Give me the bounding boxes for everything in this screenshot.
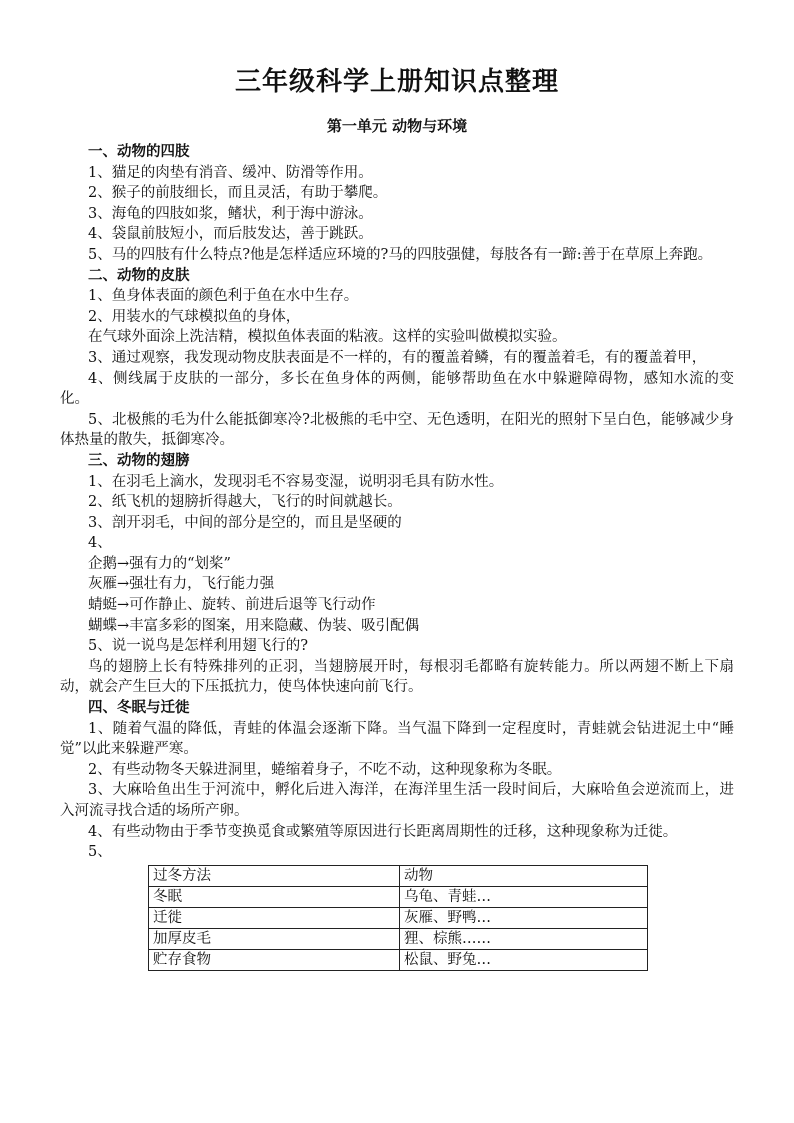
section-wings: [60, 451, 734, 698]
section-limbs: [60, 142, 734, 266]
table-row: [149, 886, 648, 907]
table-cell: 冬眠: [149, 886, 400, 907]
paragraph: 4、侧线属于皮肤的一部分，多长在鱼身体的两侧，能够帮助鱼在水中躲避障碍物，感知水流的变化。: [60, 370, 734, 408]
paragraph: 3、海龟的四肢如浆，鳍状，利于海中游泳。: [88, 205, 373, 222]
paragraph: 3、大麻哈鱼出生于河流中，孵化后进入海洋，在海洋里生活一段时间后，大麻哈鱼会逆流而上，进入河流寻找合适的场所产卵。: [60, 782, 734, 819]
paragraph: 1、鱼身体表面的颜色利于鱼在水中生存。: [88, 288, 359, 305]
table-cell: 灰雁、野鸭…: [400, 907, 648, 928]
paragraph: 企鹅→强有力的“划桨”: [88, 555, 231, 572]
section-heading: 四、冬眠与迁徙: [88, 700, 190, 717]
paragraph: 2、用装水的气球模拟鱼的身体，: [88, 308, 301, 325]
table-row: [149, 928, 648, 949]
section-heading: 三、动物的翅膀: [88, 452, 190, 469]
document-title: 三年级科学上册知识点整理: [234, 67, 559, 97]
section-skin: [60, 266, 734, 451]
paragraph: 3、通过观察，我发现动物皮肤表面是不一样的，有的覆盖着鳞，有的覆盖着毛，有的覆盖着甲，: [88, 349, 707, 366]
table-cell: 加厚皮毛: [149, 928, 400, 949]
overwinter-table: [148, 865, 648, 971]
paragraph: 2、有些动物冬天躲进洞里，蜷缩着身子，不吃不动，这种现象称为冬眠。: [88, 761, 562, 778]
section-heading: 二、动物的皮肤: [88, 267, 190, 284]
paragraph: 灰雁→强壮有力，飞行能力强: [88, 576, 275, 593]
table-row: [149, 949, 648, 970]
table-row: [149, 907, 648, 928]
section-heading: 一、动物的四肢: [88, 144, 190, 160]
paragraph: 4、袋鼠前肢短小，而后肢发达，善于跳跃。: [88, 226, 373, 243]
paragraph: 5、说一说鸟是怎样利用翅飞行的?: [88, 638, 308, 655]
paragraph: 2、猴子的前肢细长，而且灵活，有助于攀爬。: [88, 185, 388, 202]
document-page: [60, 64, 734, 971]
paragraph: 在气球外面涂上洗洁精，模拟鱼体表面的粘液。这样的实验叫做模拟实验。: [88, 329, 567, 346]
paragraph: 5、马的四肢有什么特点?他是怎样适应环境的?马的四肢强健，每肢各有一蹄:善于在草原上奔跑。: [88, 246, 713, 263]
paragraph: 1、随着气温的降低，青蛙的体温会逐渐下降。当气温下降到一定程度时，青蛙就会钻进泥土中“睡觉”以此来躲避严寒。: [60, 720, 734, 758]
paragraph: 1、在羽毛上滴水，发现羽毛不容易变湿，说明羽毛具有防水性。: [88, 473, 504, 490]
table-cell: 松鼠、野兔…: [400, 949, 648, 970]
paragraph: 3、剖开羽毛，中间的部分是空的，而且是坚硬的: [88, 514, 402, 531]
paragraph: 5、: [88, 844, 112, 861]
paragraph: 1、猫足的肉垫有消音、缓冲、防滑等作用。: [88, 164, 373, 181]
paragraph: 蝴蝶→丰富多彩的图案，用来隐藏、伪装、吸引配偶: [88, 617, 420, 634]
paragraph: 蜻蜓→可作静止、旋转、前进后退等飞行动作: [88, 597, 376, 614]
unit-heading: 第一单元 动物与环境: [326, 117, 468, 135]
table-header-cell: 过冬方法: [149, 865, 400, 886]
paragraph: 4、: [88, 535, 112, 552]
section-hibernation: [60, 698, 734, 863]
table-cell: 乌龟、青蛙…: [400, 886, 648, 907]
table-cell: 狸、棕熊……: [400, 928, 648, 949]
table-header-row: [149, 865, 648, 886]
table-cell: 贮存食物: [149, 949, 400, 970]
paragraph: 4、有些动物由于季节变换觅食或繁殖等原因进行长距离周期性的迁移，这种现象称为迁徙。: [88, 823, 678, 840]
table-cell: 迁徙: [149, 907, 400, 928]
paragraph: 2、纸飞机的翅膀折得越大，飞行的时间就越长。: [88, 494, 402, 511]
paragraph: 鸟的翅膀上长有特殊排列的正羽，当翅膀展开时，每根羽毛都略有旋转能力。所以两翅不断上下扇动，就会产生巨大的下压抵抗力，使鸟体快速向前飞行。: [60, 658, 734, 696]
paragraph: 5、北极熊的毛为什么能抵御寒冷?北极熊的毛中空、无色透明，在阳光的照射下呈白色，能够减少身体热量的散失，抵御寒冷。: [60, 411, 734, 449]
table-header-cell: 动物: [400, 865, 648, 886]
